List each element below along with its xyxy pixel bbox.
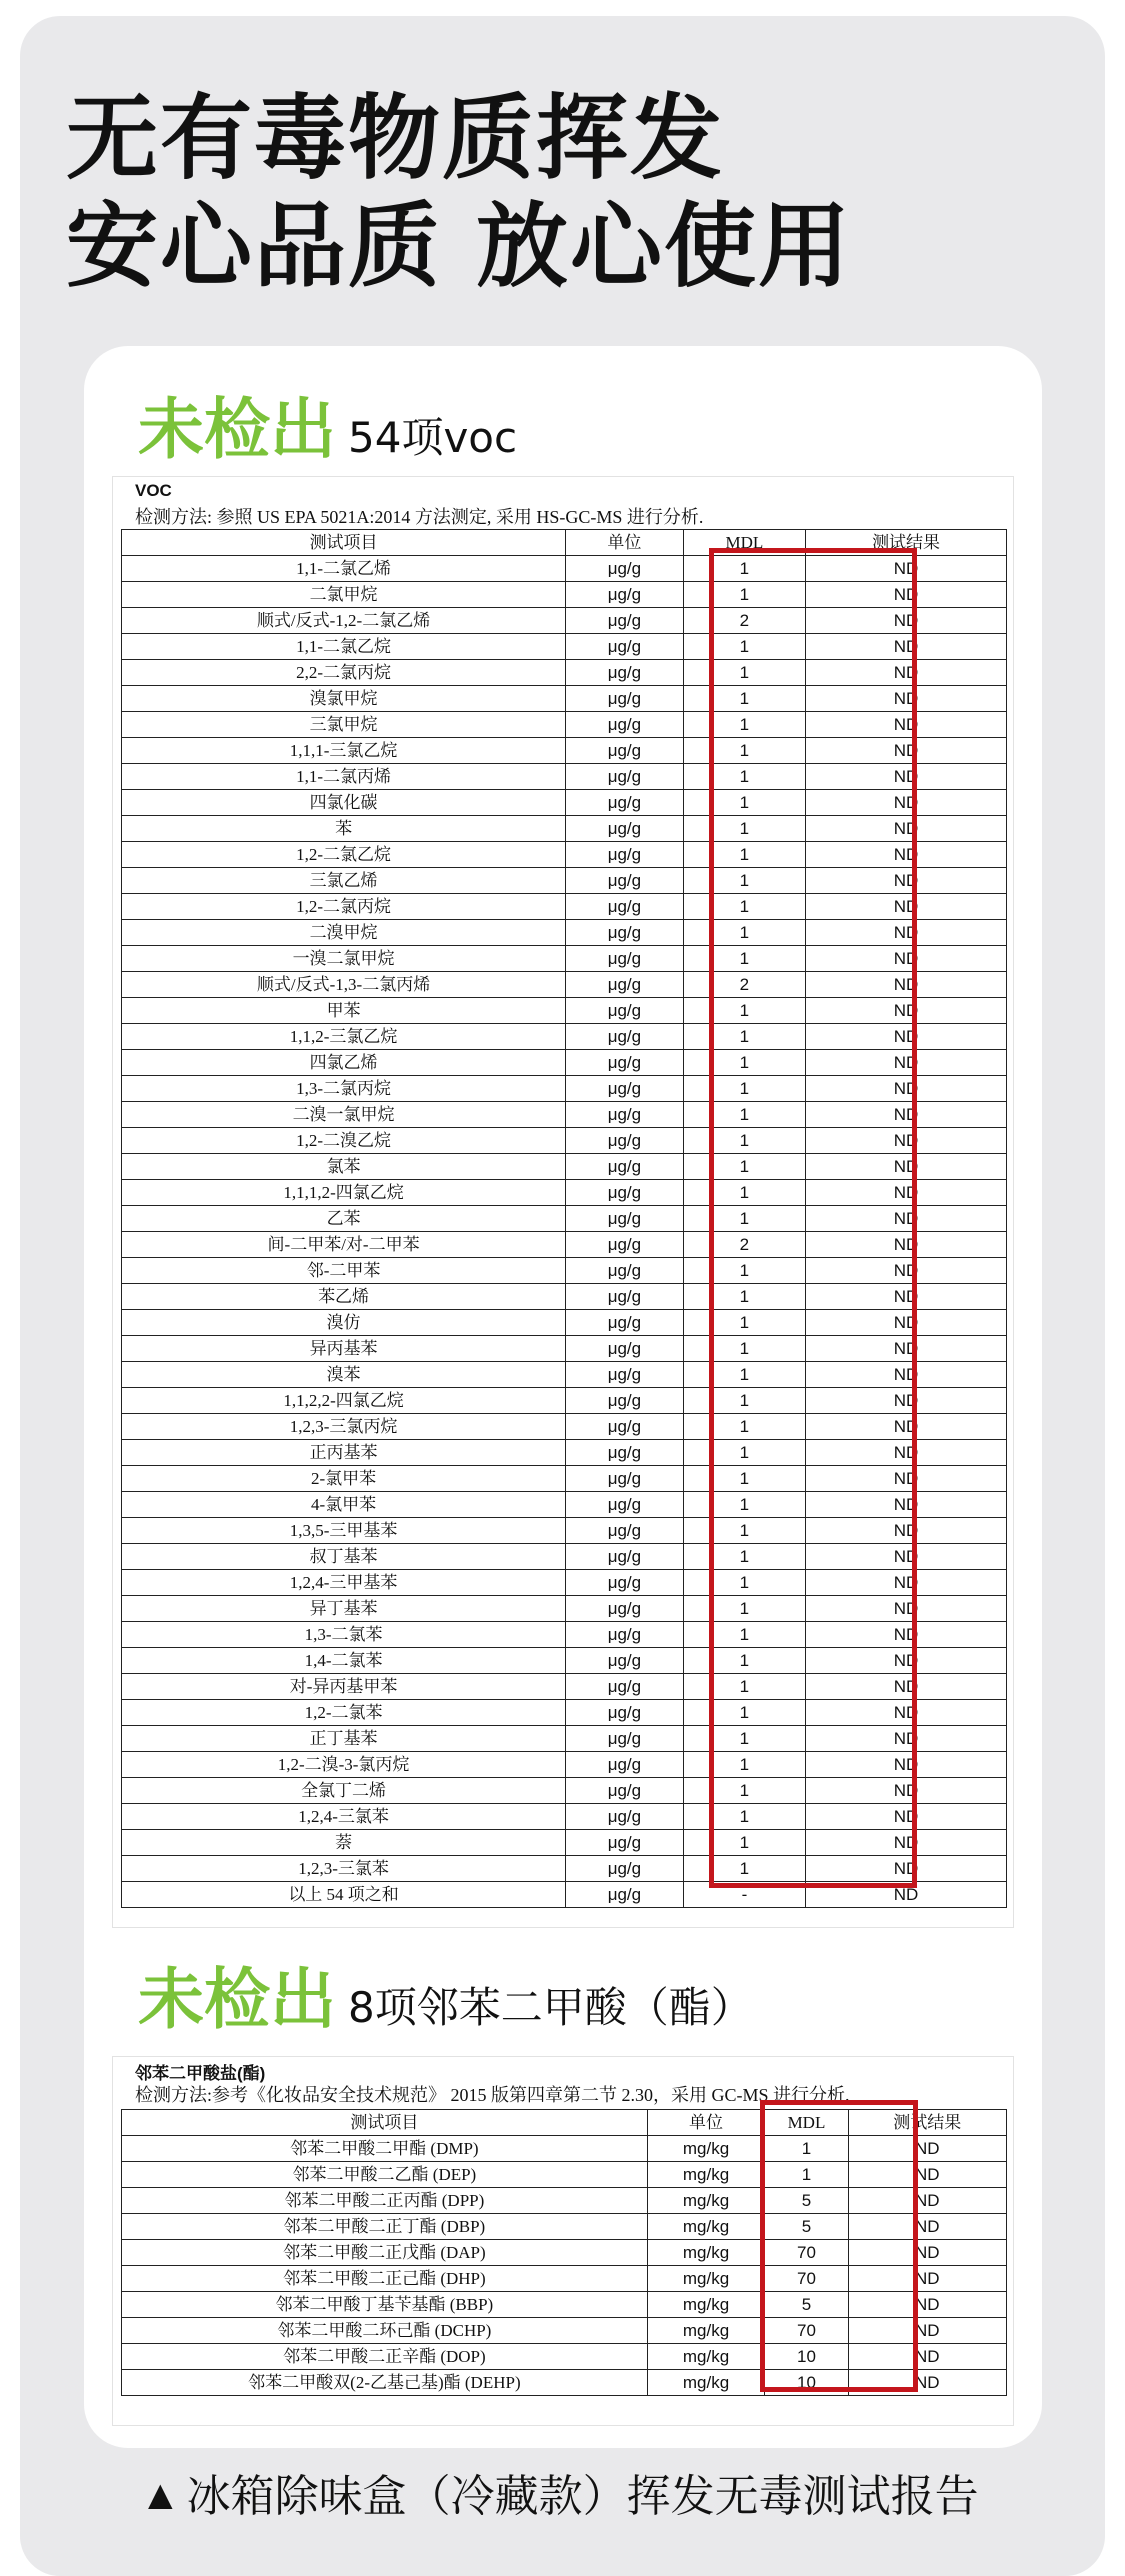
mdl-cell: 1 xyxy=(683,868,805,894)
unit-cell: μg/g xyxy=(566,1752,684,1778)
result-cell: ND xyxy=(806,764,1007,790)
item-name-cell: 邻苯二甲酸二正辛酯 (DOP) xyxy=(122,2344,648,2370)
unit-cell: μg/g xyxy=(566,1648,684,1674)
unit-cell: μg/g xyxy=(566,1232,684,1258)
mdl-cell: 1 xyxy=(683,1466,805,1492)
mdl-cell: 1 xyxy=(683,1336,805,1362)
unit-cell: μg/g xyxy=(566,868,684,894)
unit-cell: μg/g xyxy=(566,998,684,1024)
column-header: 单位 xyxy=(566,530,684,556)
mdl-cell: 1 xyxy=(683,1674,805,1700)
unit-cell: μg/g xyxy=(566,842,684,868)
item-name-cell: 正丁基苯 xyxy=(122,1726,566,1752)
unit-cell: μg/g xyxy=(566,1414,684,1440)
phthalate-method: 检测方法:参考《化妆品安全技术规范》 2015 版第四章第二节 2.30，采用 GC-MS 进行分析. xyxy=(135,2085,850,2105)
mdl-cell: 1 xyxy=(683,764,805,790)
unit-cell: μg/g xyxy=(566,920,684,946)
mdl-cell: 1 xyxy=(683,1830,805,1856)
mdl-cell: 1 xyxy=(683,1154,805,1180)
unit-cell: μg/g xyxy=(566,764,684,790)
result-cell: ND xyxy=(806,894,1007,920)
mdl-cell: 1 xyxy=(683,1778,805,1804)
item-name-cell: 异丙基苯 xyxy=(122,1336,566,1362)
result-cell: ND xyxy=(806,1362,1007,1388)
result-cell: ND xyxy=(806,868,1007,894)
result-cell: ND xyxy=(806,1596,1007,1622)
unit-cell: μg/g xyxy=(566,1700,684,1726)
result-cell: ND xyxy=(806,1518,1007,1544)
column-header: 单位 xyxy=(647,2110,765,2136)
unit-cell: μg/g xyxy=(566,816,684,842)
voc-results-highlight-box xyxy=(709,548,917,1888)
phthalate-label: 邻苯二甲酸盐(酯) xyxy=(135,2064,266,2083)
unit-cell: μg/g xyxy=(566,972,684,998)
unit-cell: μg/g xyxy=(566,1466,684,1492)
unit-cell: μg/g xyxy=(566,1596,684,1622)
mdl-cell: 1 xyxy=(683,1752,805,1778)
unit-cell: μg/g xyxy=(566,1180,684,1206)
item-name-cell: 1,2-二氯苯 xyxy=(122,1700,566,1726)
item-name-cell: 1,1-二氯丙烯 xyxy=(122,764,566,790)
section-2-title-text: 8项邻苯二甲酸（酯） xyxy=(348,1983,753,2032)
column-header: MDL xyxy=(683,530,805,556)
item-name-cell: 1,2-二溴乙烷 xyxy=(122,1128,566,1154)
unit-cell: μg/g xyxy=(566,1258,684,1284)
unit-cell: μg/g xyxy=(566,1830,684,1856)
item-name-cell: 2,2-二氯丙烷 xyxy=(122,660,566,686)
section-2-title-highlight: 未检出 xyxy=(138,1961,336,2038)
mdl-cell: 1 xyxy=(683,1544,805,1570)
item-name-cell: 乙苯 xyxy=(122,1206,566,1232)
result-cell: ND xyxy=(848,2266,1006,2292)
mdl-cell: 1 xyxy=(683,894,805,920)
result-cell: ND xyxy=(806,1336,1007,1362)
mdl-cell: 5 xyxy=(765,2214,848,2240)
mdl-cell: 1 xyxy=(683,1180,805,1206)
column-header: 测试结果 xyxy=(848,2110,1006,2136)
item-name-cell: 二氯甲烷 xyxy=(122,582,566,608)
mdl-cell: 1 xyxy=(683,1596,805,1622)
mdl-cell: 1 xyxy=(683,1024,805,1050)
result-cell: ND xyxy=(806,998,1007,1024)
result-cell: ND xyxy=(806,1024,1007,1050)
mdl-cell: 1 xyxy=(683,634,805,660)
mdl-cell: 1 xyxy=(683,1856,805,1882)
item-name-cell: 1,1,2,2-四氯乙烷 xyxy=(122,1388,566,1414)
item-name-cell: 1,2,4-三甲基苯 xyxy=(122,1570,566,1596)
item-name-cell: 溴氯甲烷 xyxy=(122,686,566,712)
result-cell: ND xyxy=(848,2370,1006,2396)
mdl-cell: 1 xyxy=(683,1414,805,1440)
item-name-cell: 溴仿 xyxy=(122,1310,566,1336)
headline-line-2: 安心品质 放心使用 xyxy=(66,193,853,300)
result-cell: ND xyxy=(806,634,1007,660)
unit-cell: mg/kg xyxy=(647,2188,765,2214)
mdl-cell: 1 xyxy=(683,712,805,738)
mdl-cell: 1 xyxy=(683,816,805,842)
item-name-cell: 四氯化碳 xyxy=(122,790,566,816)
unit-cell: μg/g xyxy=(566,1102,684,1128)
result-cell: ND xyxy=(806,608,1007,634)
unit-cell: mg/kg xyxy=(647,2214,765,2240)
result-cell: ND xyxy=(806,1466,1007,1492)
section-1-title xyxy=(138,376,517,471)
unit-cell: mg/kg xyxy=(647,2162,765,2188)
mdl-cell: 1 xyxy=(683,1726,805,1752)
voc-label: VOC xyxy=(135,481,172,500)
unit-cell: μg/g xyxy=(566,1310,684,1336)
result-cell: ND xyxy=(806,556,1007,582)
item-name-cell: 1,1-二氯乙烯 xyxy=(122,556,566,582)
unit-cell: μg/g xyxy=(566,1804,684,1830)
result-cell: ND xyxy=(806,1284,1007,1310)
item-name-cell: 溴苯 xyxy=(122,1362,566,1388)
mdl-cell: 1 xyxy=(683,1700,805,1726)
footer-caption xyxy=(148,2460,979,2524)
mdl-cell: 1 xyxy=(683,1492,805,1518)
mdl-cell: 1 xyxy=(683,1388,805,1414)
result-cell: ND xyxy=(848,2318,1006,2344)
result-cell: ND xyxy=(806,790,1007,816)
mdl-cell: 1 xyxy=(683,556,805,582)
mdl-cell: 1 xyxy=(683,738,805,764)
unit-cell: μg/g xyxy=(566,1778,684,1804)
unit-cell: μg/g xyxy=(566,1128,684,1154)
unit-cell: μg/g xyxy=(566,1544,684,1570)
column-header: 测试项目 xyxy=(122,2110,648,2136)
mdl-cell: 1 xyxy=(683,790,805,816)
item-name-cell: 邻苯二甲酸二正丁酯 (DBP) xyxy=(122,2214,648,2240)
unit-cell: μg/g xyxy=(566,712,684,738)
phthalate-results-highlight-box xyxy=(760,2100,918,2392)
item-name-cell: 邻苯二甲酸二正丙酯 (DPP) xyxy=(122,2188,648,2214)
mdl-cell: 1 xyxy=(765,2162,848,2188)
item-name-cell: 间-二甲苯/对-二甲苯 xyxy=(122,1232,566,1258)
unit-cell: μg/g xyxy=(566,1362,684,1388)
mdl-cell: 1 xyxy=(683,582,805,608)
result-cell: ND xyxy=(848,2240,1006,2266)
unit-cell: μg/g xyxy=(566,1726,684,1752)
item-name-cell: 邻苯二甲酸二环己酯 (DCHP) xyxy=(122,2318,648,2344)
mdl-cell: 1 xyxy=(765,2136,848,2162)
result-cell: ND xyxy=(806,1492,1007,1518)
unit-cell: μg/g xyxy=(566,1050,684,1076)
unit-cell: mg/kg xyxy=(647,2292,765,2318)
item-name-cell: 邻苯二甲酸双(2-乙基己基)酯 (DEHP) xyxy=(122,2370,648,2396)
unit-cell: mg/kg xyxy=(647,2136,765,2162)
result-cell: ND xyxy=(806,1700,1007,1726)
unit-cell: μg/g xyxy=(566,1024,684,1050)
item-name-cell: 萘 xyxy=(122,1830,566,1856)
result-cell: ND xyxy=(806,842,1007,868)
unit-cell: μg/g xyxy=(566,686,684,712)
unit-cell: μg/g xyxy=(566,556,684,582)
mdl-cell: 1 xyxy=(683,1206,805,1232)
unit-cell: μg/g xyxy=(566,660,684,686)
mdl-cell: 2 xyxy=(683,1232,805,1258)
section-1-title-text: 54项voc xyxy=(348,413,518,462)
mdl-cell: 70 xyxy=(765,2266,848,2292)
result-cell: ND xyxy=(806,1102,1007,1128)
item-name-cell: 四氯乙烯 xyxy=(122,1050,566,1076)
column-header: 测试项目 xyxy=(122,530,566,556)
unit-cell: μg/g xyxy=(566,894,684,920)
unit-cell: μg/g xyxy=(566,1284,684,1310)
item-name-cell: 1,1,2-三氯乙烷 xyxy=(122,1024,566,1050)
result-cell: ND xyxy=(806,1206,1007,1232)
item-name-cell: 邻苯二甲酸丁基苄基酯 (BBP) xyxy=(122,2292,648,2318)
item-name-cell: 邻-二甲苯 xyxy=(122,1258,566,1284)
unit-cell: μg/g xyxy=(566,1206,684,1232)
unit-cell: μg/g xyxy=(566,1440,684,1466)
unit-cell: mg/kg xyxy=(647,2318,765,2344)
result-cell: ND xyxy=(806,712,1007,738)
result-cell: ND xyxy=(806,1310,1007,1336)
item-name-cell: 1,2-二氯丙烷 xyxy=(122,894,566,920)
item-name-cell: 全氯丁二烯 xyxy=(122,1778,566,1804)
result-cell: ND xyxy=(806,1128,1007,1154)
item-name-cell: 一溴二氯甲烷 xyxy=(122,946,566,972)
result-cell: ND xyxy=(806,1830,1007,1856)
item-name-cell: 1,1-二氯乙烷 xyxy=(122,634,566,660)
item-name-cell: 1,1,1,2-四氯乙烷 xyxy=(122,1180,566,1206)
item-name-cell: 邻苯二甲酸二甲酯 (DMP) xyxy=(122,2136,648,2162)
section-2-title xyxy=(138,1946,753,2041)
mdl-cell: 1 xyxy=(683,1076,805,1102)
item-name-cell: 1,2,3-三氯苯 xyxy=(122,1856,566,1882)
mdl-cell: 1 xyxy=(683,1648,805,1674)
mdl-cell: 1 xyxy=(683,998,805,1024)
result-cell: ND xyxy=(806,582,1007,608)
footer-text: 冰箱除味盒（冷藏款）挥发无毒测试报告 xyxy=(186,2471,979,2522)
mdl-cell: 5 xyxy=(765,2292,848,2318)
unit-cell: μg/g xyxy=(566,1518,684,1544)
mdl-cell: 1 xyxy=(683,686,805,712)
unit-cell: μg/g xyxy=(566,1336,684,1362)
item-name-cell: 甲苯 xyxy=(122,998,566,1024)
item-name-cell: 邻苯二甲酸二乙酯 (DEP) xyxy=(122,2162,648,2188)
unit-cell: μg/g xyxy=(566,1388,684,1414)
result-cell: ND xyxy=(806,1648,1007,1674)
mdl-cell: 10 xyxy=(765,2344,848,2370)
item-name-cell: 异丁基苯 xyxy=(122,1596,566,1622)
unit-cell: mg/kg xyxy=(647,2370,765,2396)
item-name-cell: 三氯甲烷 xyxy=(122,712,566,738)
result-cell: ND xyxy=(806,1570,1007,1596)
result-cell: ND xyxy=(848,2344,1006,2370)
item-name-cell: 对-异丙基甲苯 xyxy=(122,1674,566,1700)
result-cell: ND xyxy=(806,920,1007,946)
result-cell: ND xyxy=(806,1076,1007,1102)
result-cell: ND xyxy=(806,1232,1007,1258)
item-name-cell: 1,3-二氯苯 xyxy=(122,1622,566,1648)
result-cell: ND xyxy=(848,2136,1006,2162)
column-header: 测试结果 xyxy=(806,530,1007,556)
unit-cell: μg/g xyxy=(566,608,684,634)
item-name-cell: 邻苯二甲酸二正己酯 (DHP) xyxy=(122,2266,648,2292)
unit-cell: μg/g xyxy=(566,946,684,972)
mdl-cell: 1 xyxy=(683,660,805,686)
item-name-cell: 三氯乙烯 xyxy=(122,868,566,894)
unit-cell: μg/g xyxy=(566,790,684,816)
mdl-cell: 1 xyxy=(683,1310,805,1336)
result-cell: ND xyxy=(806,660,1007,686)
unit-cell: μg/g xyxy=(566,1076,684,1102)
column-header: MDL xyxy=(765,2110,848,2136)
mdl-cell: 10 xyxy=(765,2370,848,2396)
result-cell: ND xyxy=(806,1414,1007,1440)
item-name-cell: 顺式/反式-1,2-二氯乙烯 xyxy=(122,608,566,634)
mdl-cell: 1 xyxy=(683,1050,805,1076)
mdl-cell: 1 xyxy=(683,1258,805,1284)
result-cell: ND xyxy=(848,2292,1006,2318)
mdl-cell: 1 xyxy=(683,1102,805,1128)
item-name-cell: 2-氯甲苯 xyxy=(122,1466,566,1492)
item-name-cell: 正丙基苯 xyxy=(122,1440,566,1466)
result-cell: ND xyxy=(806,1050,1007,1076)
item-name-cell: 1,2-二溴-3-氯丙烷 xyxy=(122,1752,566,1778)
result-cell: ND xyxy=(806,1856,1007,1882)
mdl-cell: 2 xyxy=(683,608,805,634)
unit-cell: μg/g xyxy=(566,1622,684,1648)
mdl-cell: 1 xyxy=(683,1622,805,1648)
mdl-cell: 1 xyxy=(683,920,805,946)
unit-cell: μg/g xyxy=(566,582,684,608)
mdl-cell: 1 xyxy=(683,1804,805,1830)
item-name-cell: 1,3,5-三甲基苯 xyxy=(122,1518,566,1544)
item-name-cell: 顺式/反式-1,3-二氯丙烯 xyxy=(122,972,566,998)
result-cell: ND xyxy=(806,686,1007,712)
unit-cell: μg/g xyxy=(566,738,684,764)
mdl-cell: 1 xyxy=(683,1128,805,1154)
unit-cell: μg/g xyxy=(566,1856,684,1882)
unit-cell: mg/kg xyxy=(647,2266,765,2292)
result-cell: ND xyxy=(806,1804,1007,1830)
unit-cell: μg/g xyxy=(566,1570,684,1596)
item-name-cell: 1,1,1-三氯乙烷 xyxy=(122,738,566,764)
item-name-cell: 1,2-二氯乙烷 xyxy=(122,842,566,868)
unit-cell: μg/g xyxy=(566,634,684,660)
unit-cell: μg/g xyxy=(566,1154,684,1180)
result-cell: ND xyxy=(806,1154,1007,1180)
mdl-cell: 1 xyxy=(683,1518,805,1544)
mdl-cell: 1 xyxy=(683,1362,805,1388)
item-name-cell: 1,2,3-三氯丙烷 xyxy=(122,1414,566,1440)
item-name-cell: 1,4-二氯苯 xyxy=(122,1648,566,1674)
item-name-cell: 苯乙烯 xyxy=(122,1284,566,1310)
result-cell: ND xyxy=(806,1674,1007,1700)
mdl-cell: 70 xyxy=(765,2318,848,2344)
unit-cell: μg/g xyxy=(566,1492,684,1518)
headline-line-1: 无有毒物质挥发 xyxy=(66,85,725,192)
result-cell: ND xyxy=(806,1882,1007,1908)
item-name-cell: 以上 54 项之和 xyxy=(122,1882,566,1908)
mdl-cell: 5 xyxy=(765,2188,848,2214)
item-name-cell: 1,3-二氯丙烷 xyxy=(122,1076,566,1102)
result-cell: ND xyxy=(848,2214,1006,2240)
unit-cell: mg/kg xyxy=(647,2344,765,2370)
result-cell: ND xyxy=(806,1258,1007,1284)
result-cell: ND xyxy=(806,1752,1007,1778)
result-cell: ND xyxy=(806,1440,1007,1466)
result-cell: ND xyxy=(806,1726,1007,1752)
result-cell: ND xyxy=(806,946,1007,972)
result-cell: ND xyxy=(806,1544,1007,1570)
item-name-cell: 1,2,4-三氯苯 xyxy=(122,1804,566,1830)
item-name-cell: 叔丁基苯 xyxy=(122,1544,566,1570)
mdl-cell: 1 xyxy=(683,1570,805,1596)
mdl-cell: 1 xyxy=(683,1440,805,1466)
mdl-cell: - xyxy=(683,1882,805,1908)
mdl-cell: 2 xyxy=(683,972,805,998)
result-cell: ND xyxy=(806,1180,1007,1206)
item-name-cell: 邻苯二甲酸二正戊酯 (DAP) xyxy=(122,2240,648,2266)
result-cell: ND xyxy=(806,1778,1007,1804)
voc-method: 检测方法: 参照 US EPA 5021A:2014 方法测定, 采用 HS-GC-MS 进行分析. xyxy=(135,507,704,527)
item-name-cell: 4-氯甲苯 xyxy=(122,1492,566,1518)
mdl-cell: 70 xyxy=(765,2240,848,2266)
result-cell: ND xyxy=(806,1622,1007,1648)
result-cell: ND xyxy=(806,738,1007,764)
item-name-cell: 苯 xyxy=(122,816,566,842)
mdl-cell: 1 xyxy=(683,842,805,868)
unit-cell: mg/kg xyxy=(647,2240,765,2266)
mdl-cell: 1 xyxy=(683,1284,805,1310)
result-cell: ND xyxy=(848,2162,1006,2188)
mdl-cell: 1 xyxy=(683,946,805,972)
item-name-cell: 二溴甲烷 xyxy=(122,920,566,946)
result-cell: ND xyxy=(848,2188,1006,2214)
item-name-cell: 二溴一氯甲烷 xyxy=(122,1102,566,1128)
unit-cell: μg/g xyxy=(566,1674,684,1700)
unit-cell: μg/g xyxy=(566,1882,684,1908)
triangle-up-icon: ▲ xyxy=(148,2475,173,2513)
item-name-cell: 氯苯 xyxy=(122,1154,566,1180)
result-cell: ND xyxy=(806,972,1007,998)
result-cell: ND xyxy=(806,1388,1007,1414)
result-cell: ND xyxy=(806,816,1007,842)
section-1-title-highlight: 未检出 xyxy=(138,391,336,468)
